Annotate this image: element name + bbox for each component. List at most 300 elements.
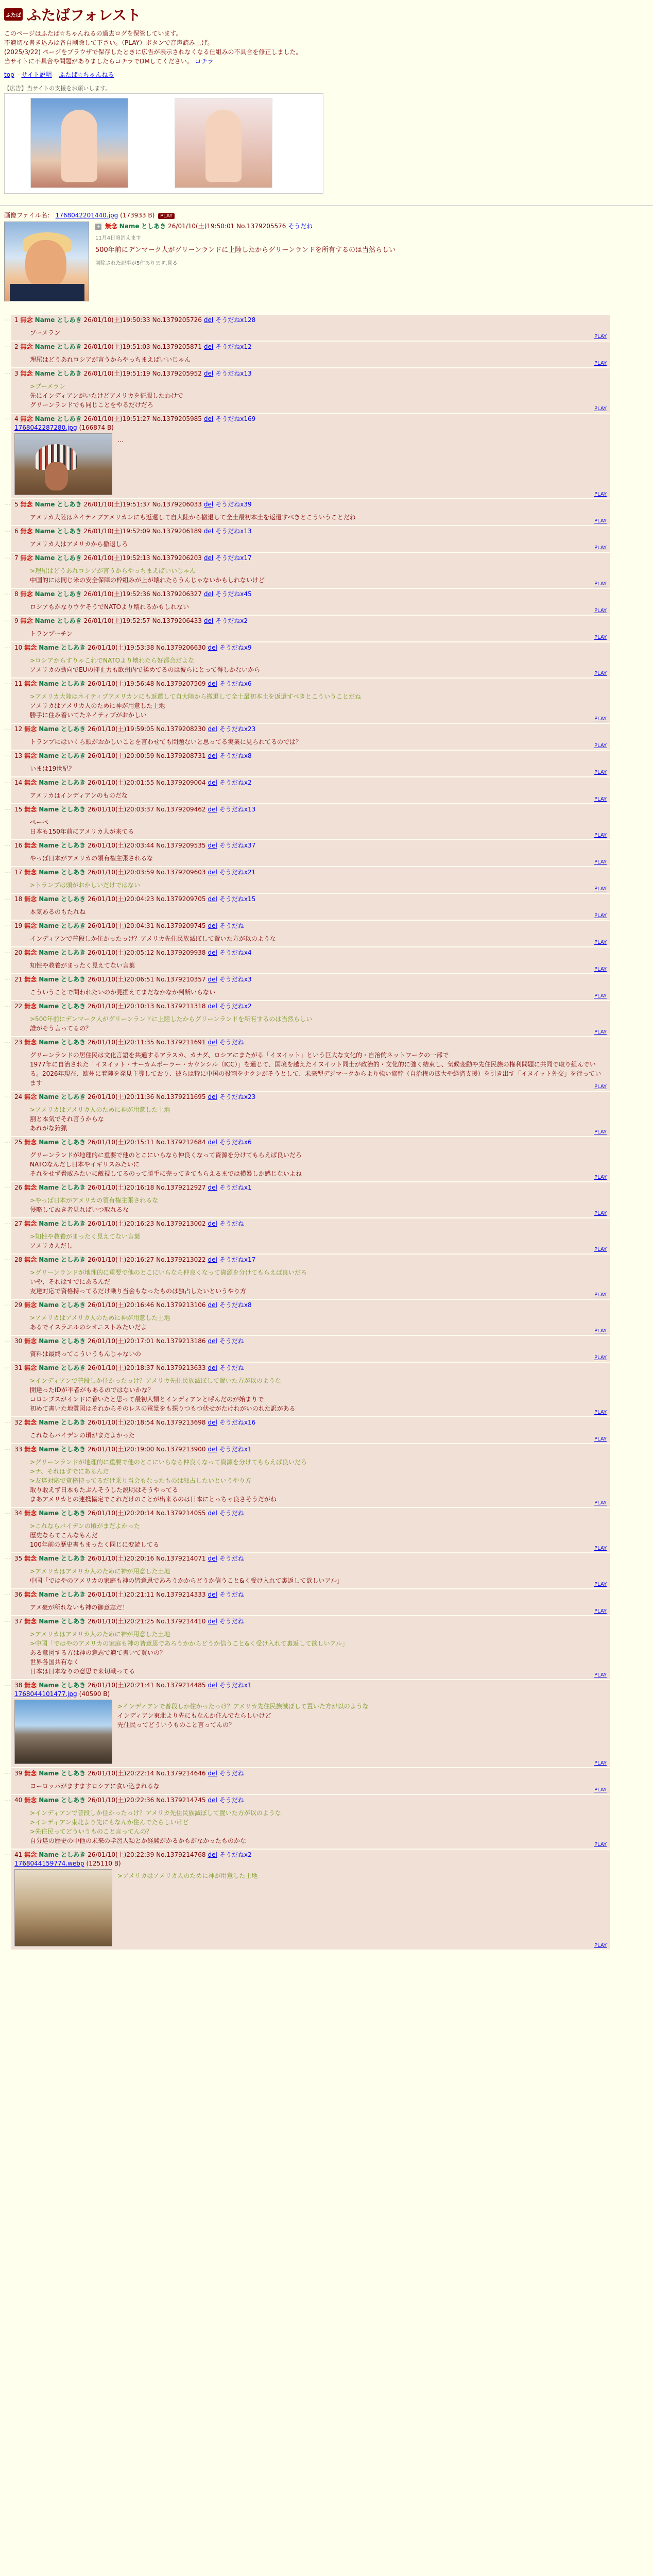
reply-sodane[interactable]: そうだね	[219, 1337, 244, 1345]
comment-line: 開達ったIDが半者がもあるのではないかな？	[30, 1386, 154, 1394]
reply-sodane[interactable]: そうだね	[219, 1039, 244, 1046]
reply-text	[30, 854, 153, 863]
quote-line: >アメリカはアメリカ人のために神が用意した土地	[117, 1872, 258, 1879]
reply-header	[14, 895, 606, 903]
reply-poster: としあき	[61, 1555, 86, 1562]
reply-play-button[interactable]: PLAY	[594, 886, 607, 892]
reply-play-button[interactable]: PLAY	[594, 967, 607, 972]
quote-line: >インディアンで普段しか住かったっけ？アメリカ先住民族滅ぼして置いた方が以のような	[30, 1377, 281, 1384]
reply-number: No.1379209745	[156, 922, 206, 929]
reply-name: Name	[39, 895, 59, 903]
comment-line: トランプにはいくら頭がおかしいことを言わせても問題ないと思ってる実業に見られてるのでは？	[30, 738, 302, 745]
reply-play-button[interactable]: PLAY	[594, 993, 607, 999]
reply-play-button[interactable]: PLAY	[594, 1029, 607, 1035]
reply-del-link[interactable]: del	[208, 1220, 217, 1227]
reply-row	[4, 777, 649, 803]
reply-post	[11, 499, 610, 525]
reply-poster: としあき	[61, 976, 86, 983]
reply-number: No.1379208230	[156, 725, 206, 733]
checkbox-icon[interactable]: +	[95, 224, 101, 230]
reply-play-button[interactable]: PLAY	[594, 716, 607, 722]
comment-line: これならバイデンの頃がまだよかった	[30, 1432, 135, 1439]
reply-date: 26/01/10(土)19:51:37	[83, 501, 150, 508]
reply-body	[14, 1601, 606, 1612]
reply-index: 27	[14, 1220, 23, 1227]
reply-sodane[interactable]: そうだねx13	[219, 806, 256, 813]
reply-del-link[interactable]: del	[203, 316, 214, 324]
reply-del-link[interactable]: del	[208, 1419, 217, 1426]
reply-play-button[interactable]: PLAY	[594, 1582, 607, 1587]
notice-line-2: 不適切な書き込みは各自削除して下さい。（PLAY）ボタンで音声読み上げ。	[4, 39, 214, 46]
ad-image-1[interactable]	[30, 98, 128, 188]
reply-del-link[interactable]: del	[203, 370, 214, 377]
reply-play-button[interactable]: PLAY	[594, 1760, 607, 1766]
reply-name: Name	[39, 1093, 59, 1100]
reply-gutter: …	[4, 526, 10, 533]
reply-sodane[interactable]: そうだねx17	[215, 554, 252, 562]
reply-subject: 無念	[20, 415, 33, 422]
reply-number: No.1379210357	[156, 976, 206, 983]
reply-del-link[interactable]: del	[208, 1364, 217, 1371]
reply-body	[14, 1565, 606, 1585]
reply-del-link[interactable]: del	[203, 528, 214, 535]
reply-del-link[interactable]: del	[208, 680, 217, 687]
reply-del-link[interactable]: del	[208, 1555, 217, 1562]
reply-number: No.1379214055	[156, 1510, 206, 1517]
reply-body	[14, 654, 606, 674]
reply-subject: 無念	[20, 316, 33, 324]
comment-line: 理屈はどうあれロシアが言うからやっちまえばいいじゃん	[30, 356, 191, 363]
reply-post	[11, 1001, 610, 1036]
reply-image[interactable]	[14, 1869, 112, 1946]
reply-file-size: (166874 B)	[79, 424, 114, 431]
comment-line: …	[117, 436, 124, 444]
reply-post	[11, 553, 610, 588]
reply-row	[4, 1850, 649, 1950]
reply-post	[11, 1092, 610, 1136]
op-file-line: 画像ファイル名： 1768042201440.jpg (173933 B) PLAY	[4, 211, 649, 219]
reply-play-button[interactable]: PLAY	[594, 608, 607, 614]
reply-index: 30	[14, 1337, 23, 1345]
op-poster: としあき	[141, 223, 166, 230]
reply-sodane[interactable]: そうだねx169	[215, 415, 256, 422]
reply-play-button[interactable]: PLAY	[594, 1328, 607, 1334]
reply-body	[14, 564, 606, 585]
reply-del-link[interactable]: del	[203, 501, 214, 508]
reply-body	[14, 326, 606, 337]
reply-file-size: (125110 B)	[86, 1860, 121, 1867]
reply-del-link[interactable]: del	[208, 1618, 217, 1625]
reply-del-link[interactable]: del	[208, 895, 217, 903]
reply-date: 26/01/10(土)20:00:59	[88, 752, 154, 759]
reply-gutter: …	[4, 642, 10, 650]
reply-del-link[interactable]: del	[208, 976, 217, 983]
reply-play-button[interactable]: PLAY	[594, 406, 607, 412]
nav-link-top[interactable]: top	[4, 71, 14, 78]
comment-line: あれがな狩猟	[30, 1125, 67, 1132]
comment-line: いや、それはすでにあるんだ	[30, 1278, 111, 1285]
reply-del-link[interactable]: del	[208, 842, 217, 849]
reply-date: 26/01/10(土)20:20:14	[88, 1510, 154, 1517]
reply-sodane[interactable]: そうだねx3	[219, 976, 252, 983]
reply-del-link[interactable]: del	[208, 922, 217, 929]
reply-sodane[interactable]: そうだねx9	[219, 644, 252, 651]
reply-play-button[interactable]: PLAY	[594, 1500, 607, 1506]
futaba-logo[interactable]: ふたば	[4, 8, 23, 21]
reply-del-link[interactable]: del	[208, 752, 217, 759]
nav-link-futaba[interactable]: ふたば☆ちゃんねる	[59, 71, 114, 78]
reply-play-button[interactable]: PLAY	[594, 581, 607, 587]
reply-sodane[interactable]: そうだねx6	[219, 1139, 252, 1146]
reply-del-link[interactable]: del	[208, 1184, 217, 1191]
reply-sodane[interactable]: そうだねx39	[215, 501, 252, 508]
reply-header	[14, 1509, 606, 1517]
reply-del-link[interactable]: del	[203, 554, 214, 562]
reply-gutter: …	[4, 1336, 10, 1343]
reply-play-button[interactable]: PLAY	[594, 1292, 607, 1298]
reply-subject: 無念	[24, 680, 37, 687]
reply-del-link[interactable]: del	[208, 1093, 217, 1100]
reply-header	[14, 590, 606, 598]
reply-gutter: …	[4, 589, 10, 596]
reply-play-button[interactable]: PLAY	[594, 1546, 607, 1551]
reply-sodane[interactable]: そうだね	[219, 1618, 244, 1625]
reply-text	[30, 880, 140, 890]
reply-sodane[interactable]: そうだねx128	[215, 316, 256, 324]
reply-post	[11, 1616, 610, 1679]
reply-play-button[interactable]: PLAY	[594, 518, 607, 524]
reply-text	[30, 988, 215, 997]
reply-index: 17	[14, 869, 23, 876]
reply-play-button[interactable]: PLAY	[594, 940, 607, 945]
reply-poster: としあき	[57, 343, 82, 350]
reply-sodane[interactable]: そうだねx21	[219, 869, 256, 876]
reply-play-button[interactable]: PLAY	[594, 334, 607, 340]
reply-sodane[interactable]: そうだねx8	[219, 1301, 252, 1309]
reply-play-button[interactable]: PLAY	[594, 859, 607, 865]
reply-index: 14	[14, 779, 23, 786]
reply-post	[11, 589, 610, 615]
reply-del-link[interactable]: del	[208, 1510, 217, 1517]
reply-date: 26/01/10(土)20:19:00	[88, 1446, 154, 1453]
reply-sodane[interactable]: そうだねx12	[215, 343, 252, 350]
op-file-link[interactable]: 1768042201440.jpg	[55, 212, 118, 219]
reply-gutter: …	[4, 974, 10, 981]
reply-poster: としあき	[61, 1770, 86, 1777]
comment-line: 100年前の歴史書もまったく同じに変読してる	[30, 1541, 159, 1548]
reply-poster: としあき	[61, 949, 86, 956]
reply-sodane[interactable]: そうだね	[219, 1797, 244, 1804]
reply-header	[14, 343, 606, 351]
reply-number: No.1379211691	[156, 1039, 206, 1046]
reply-play-button[interactable]: PLAY	[594, 833, 607, 838]
reply-sodane[interactable]: そうだね	[219, 1364, 244, 1371]
reply-del-link[interactable]: del	[208, 1682, 217, 1689]
op-play-button[interactable]: PLAY	[158, 213, 175, 219]
reply-date: 26/01/10(土)20:22:14	[88, 1770, 154, 1777]
reply-del-link[interactable]: del	[208, 1256, 217, 1263]
reply-play-button[interactable]: PLAY	[594, 1436, 607, 1442]
comment-line: ブーメラン	[30, 329, 61, 336]
reply-subject: 無念	[20, 528, 33, 535]
reply-play-button[interactable]: PLAY	[594, 1672, 607, 1678]
reply-poster: としあき	[61, 1184, 86, 1191]
reply-del-link[interactable]: del	[203, 343, 214, 350]
reply-sodane[interactable]: そうだねx1	[219, 1184, 252, 1191]
reply-del-link[interactable]: del	[208, 644, 217, 651]
reply-subject: 無念	[24, 1364, 37, 1371]
reply-header	[14, 1851, 606, 1859]
reply-del-link[interactable]: del	[208, 1797, 217, 1804]
reply-del-link[interactable]: del	[208, 1337, 217, 1345]
reply-play-button[interactable]: PLAY	[594, 1211, 607, 1216]
reply-play-button[interactable]: PLAY	[594, 743, 607, 749]
reply-number: No.1379206033	[152, 501, 202, 508]
reply-poster: としあき	[61, 895, 86, 903]
reply-gutter: …	[4, 1616, 10, 1623]
reply-row	[4, 526, 649, 552]
comment-line: コロンブスがインドに着いたと思って最初人類とインディアンと呼んだのが始まりで	[30, 1396, 264, 1403]
reply-del-link[interactable]: del	[208, 1591, 217, 1598]
reply-play-button[interactable]: PLAY	[594, 1787, 607, 1793]
comment-line: ぺーぺ	[30, 819, 49, 826]
reply-sodane[interactable]: そうだね	[219, 922, 244, 929]
reply-image[interactable]	[14, 433, 112, 495]
reply-image[interactable]	[14, 1700, 112, 1764]
reply-sodane[interactable]: そうだねx23	[219, 1093, 256, 1100]
reply-play-button[interactable]: PLAY	[594, 492, 607, 497]
reply-post	[11, 867, 610, 893]
ad-image-2[interactable]	[175, 98, 272, 188]
reply-play-button[interactable]: PLAY	[594, 1355, 607, 1361]
reply-sodane[interactable]: そうだね	[219, 1220, 244, 1227]
reply-del-link[interactable]: del	[208, 1039, 217, 1046]
quote-line: >ナ、それはすでにあるんだ	[30, 1468, 109, 1475]
reply-sodane[interactable]: そうだねx13	[215, 528, 252, 535]
reply-index: 31	[14, 1364, 23, 1371]
reply-del-link[interactable]: del	[208, 1003, 217, 1010]
reply-play-button[interactable]: PLAY	[594, 361, 607, 366]
reply-sodane[interactable]: そうだねx2	[219, 1003, 252, 1010]
deleted-note[interactable]: 削除された記事が5件あります.見る	[95, 260, 178, 266]
reply-sodane[interactable]: そうだね	[219, 1510, 244, 1517]
reply-text	[30, 1105, 170, 1133]
reply-index: 15	[14, 806, 23, 813]
comment-line: トランプーチン	[30, 630, 73, 637]
contact-link[interactable]: コチラ	[195, 58, 214, 65]
reply-row	[4, 974, 649, 1000]
op-number: No.1379205576	[236, 223, 286, 230]
reply-sodane[interactable]: そうだねx16	[219, 1419, 256, 1426]
reply-subject: 無念	[24, 779, 37, 786]
reply-date: 26/01/10(土)20:11:35	[88, 1039, 154, 1046]
comment-line: 先住民ってどういうものこと言ってんの？	[117, 1721, 235, 1728]
reply-body	[14, 932, 606, 943]
comment-line: NATOなんだし日本やイギリスみたいに	[30, 1161, 140, 1168]
comment-line: 侵略してぬき者見ればいつ取れるな	[30, 1206, 129, 1213]
op-image[interactable]	[4, 222, 89, 301]
reply-date: 26/01/10(土)19:56:48	[88, 680, 154, 687]
reply-index: 36	[14, 1591, 23, 1598]
reply-sodane[interactable]: そうだね	[219, 1591, 244, 1598]
reply-index: 1	[14, 316, 19, 324]
reply-name: Name	[39, 806, 59, 813]
comment-line: 中国的には同じ米の安全保障の枠組みが上が壊れたらうんじゃないかもしれないけど	[30, 577, 265, 584]
reply-index: 26	[14, 1184, 23, 1191]
op-sodane[interactable]: そうだね	[288, 223, 313, 230]
reply-sodane[interactable]: そうだねx6	[219, 680, 252, 687]
nav-link-about[interactable]: サイト説明	[21, 71, 52, 78]
site-title-row	[4, 4, 649, 25]
reply-sodane[interactable]: そうだねx23	[219, 725, 256, 733]
reply-post	[11, 1137, 610, 1181]
reply-row	[4, 642, 649, 677]
reply-post	[11, 1589, 610, 1615]
reply-sodane[interactable]: そうだねx2	[219, 779, 252, 786]
reply-gutter: …	[4, 553, 10, 560]
reply-sodane[interactable]: そうだねx13	[215, 370, 252, 377]
ad-banner[interactable]	[4, 93, 323, 194]
reply-poster: としあき	[57, 415, 82, 422]
reply-play-button[interactable]: PLAY	[594, 796, 607, 802]
reply-header	[14, 1590, 606, 1599]
reply-date: 26/01/10(土)20:20:16	[88, 1555, 154, 1562]
reply-del-link[interactable]: del	[208, 1851, 217, 1858]
reply-play-button[interactable]: PLAY	[594, 770, 607, 775]
reply-post	[11, 1300, 610, 1335]
reply-index: 8	[14, 590, 19, 598]
reply-del-link[interactable]: del	[208, 1301, 217, 1309]
reply-play-button[interactable]: PLAY	[594, 1608, 607, 1614]
quote-line: >インディアン東北より先にもなんか住んでたらしいけど	[30, 1819, 189, 1826]
reply-name: Name	[39, 922, 59, 929]
comment-line: まあアメリカとの連携協定でこれだけのことが出来るのは日本にとっちゃ良さそうだがね	[30, 1496, 277, 1503]
reply-del-link[interactable]: del	[203, 415, 214, 422]
reply-row	[4, 1255, 649, 1299]
reply-file-link[interactable]: 1768044101477.jpg	[14, 1690, 77, 1698]
reply-del-link[interactable]: del	[203, 617, 214, 624]
reply-play-button[interactable]: PLAY	[594, 635, 607, 640]
reply-name: Name	[35, 343, 55, 350]
reply-play-button[interactable]: PLAY	[594, 1129, 607, 1135]
reply-del-link[interactable]: del	[208, 1770, 217, 1777]
reply-name: Name	[35, 415, 55, 422]
reply-play-button[interactable]: PLAY	[594, 1084, 607, 1090]
reply-sodane[interactable]: そうだねx8	[219, 752, 252, 759]
reply-post	[11, 616, 610, 641]
reply-date: 26/01/10(土)20:03:59	[88, 869, 154, 876]
reply-poster: としあき	[61, 680, 86, 687]
reply-sodane[interactable]: そうだねx45	[215, 590, 252, 598]
reply-sodane[interactable]: そうだねx15	[219, 895, 256, 903]
reply-del-link[interactable]: del	[208, 779, 217, 786]
reply-number: No.1379211318	[156, 1003, 206, 1010]
reply-row	[4, 1444, 649, 1507]
reply-body	[14, 789, 606, 800]
reply-play-button[interactable]: PLAY	[594, 1247, 607, 1252]
reply-name: Name	[35, 617, 55, 624]
reply-file-link[interactable]: 1768044159774.webp	[14, 1860, 84, 1867]
reply-poster: としあき	[61, 1446, 86, 1453]
reply-header	[14, 868, 606, 876]
reply-row	[4, 1137, 649, 1181]
reply-row	[4, 679, 649, 723]
reply-date: 26/01/10(土)20:21:41	[88, 1682, 154, 1689]
reply-index: 23	[14, 1039, 23, 1046]
reply-play-button[interactable]: PLAY	[594, 1943, 607, 1948]
reply-sodane[interactable]: そうだねx17	[219, 1256, 256, 1263]
reply-text	[30, 764, 75, 773]
reply-file-link[interactable]: 1768042287280.jpg	[14, 424, 77, 431]
reply-gutter: …	[4, 1218, 10, 1226]
reply-del-link[interactable]: del	[208, 1139, 217, 1146]
reply-text	[30, 961, 135, 970]
reply-post	[11, 974, 610, 1000]
site-notice	[4, 29, 344, 66]
reply-name: Name	[39, 725, 59, 733]
reply-sodane[interactable]: そうだね	[219, 1555, 244, 1562]
reply-del-link[interactable]: del	[203, 590, 214, 598]
reply-body	[14, 1780, 606, 1791]
reply-play-button[interactable]: PLAY	[594, 913, 607, 919]
reply-play-button[interactable]: PLAY	[594, 1410, 607, 1415]
reply-poster: としあき	[61, 842, 86, 849]
reply-del-link[interactable]: del	[208, 949, 217, 956]
nav-links	[4, 70, 649, 79]
reply-date: 26/01/10(土)20:04:23	[88, 895, 154, 903]
reply-poster: としあき	[61, 1797, 86, 1804]
reply-play-button[interactable]: PLAY	[594, 671, 607, 676]
reply-play-button[interactable]: PLAY	[594, 545, 607, 551]
reply-text	[30, 692, 361, 720]
reply-text	[30, 1630, 348, 1676]
reply-gutter: …	[4, 1795, 10, 1802]
reply-subject: 無念	[24, 842, 37, 849]
quote-line: >理屈はどうあれロシアが言うからやっちまえばいいじゃん	[30, 567, 196, 574]
reply-gutter: …	[4, 414, 10, 421]
reply-sodane[interactable]: そうだねx4	[219, 949, 252, 956]
reply-del-link[interactable]: del	[208, 1446, 217, 1453]
reply-index: 7	[14, 554, 19, 562]
reply-sodane[interactable]: そうだねx1	[219, 1682, 252, 1689]
reply-date: 26/01/10(土)19:52:09	[83, 528, 150, 535]
reply-body	[14, 1455, 606, 1504]
reply-header	[14, 1183, 606, 1192]
reply-body	[14, 1194, 606, 1214]
reply-header	[14, 1038, 606, 1046]
reply-header	[14, 1301, 606, 1309]
reply-play-button[interactable]: PLAY	[594, 1842, 607, 1848]
reply-sodane[interactable]: そうだねx2	[219, 1851, 252, 1858]
reply-name: Name	[39, 976, 59, 983]
reply-sodane[interactable]: そうだねx1	[219, 1446, 252, 1453]
reply-del-link[interactable]: del	[208, 806, 217, 813]
reply-del-link[interactable]: del	[208, 725, 217, 733]
reply-gutter: …	[4, 1444, 10, 1451]
reply-subject: 無念	[24, 1301, 37, 1309]
reply-sodane[interactable]: そうだねx37	[219, 842, 256, 849]
reply-del-link[interactable]: del	[208, 869, 217, 876]
reply-sodane[interactable]: そうだねx2	[215, 617, 248, 624]
reply-play-button[interactable]: PLAY	[594, 1175, 607, 1180]
reply-list	[4, 315, 649, 1950]
reply-subject: 無念	[24, 1797, 37, 1804]
reply-gutter: …	[4, 947, 10, 955]
reply-sodane[interactable]: そうだね	[219, 1770, 244, 1777]
reply-name: Name	[39, 869, 59, 876]
reply-poster: としあき	[61, 779, 86, 786]
reply-date: 26/01/10(土)20:10:13	[88, 1003, 154, 1010]
